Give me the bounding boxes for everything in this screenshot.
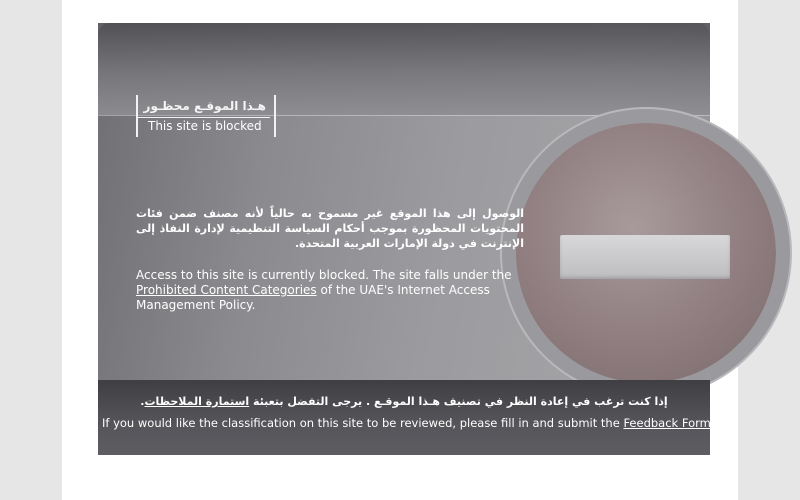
footer-english-end: . (710, 416, 715, 430)
footer-english-text: If you would like the classification on this site to be reviewed, please fill in and submit the (102, 416, 624, 430)
feedback-form-link-arabic[interactable]: استمارة الملاحظات (144, 395, 250, 408)
message-english (136, 268, 524, 313)
no-entry-bar (560, 235, 730, 279)
footer-english (102, 416, 715, 430)
message-english-text: Access to this site is currently blocked. The site falls under the (136, 268, 512, 282)
title-arabic: هـذا الموقـع محظـور (143, 99, 266, 113)
message-arabic: الوصول إلى هذا الموقع غير مسموح به حالياً لأنه مصنف ضمن فئات المحتويات المحظورة بموجب أحكام السياسة التنظيمية لإدارة النفاذ إلى الإنترنت في دولة الإمارات العربية المتحدة. (136, 207, 524, 250)
blocked-panel (98, 23, 715, 455)
footer-arabic (118, 395, 690, 408)
title-box (136, 95, 276, 137)
message-english-text-end: of the UAE's Internet Access Management Policy. (136, 283, 490, 312)
title-english: This site is blocked (148, 119, 262, 133)
title-divider (138, 117, 270, 118)
feedback-form-link[interactable]: Feedback Form (623, 416, 711, 430)
prohibited-content-categories-link[interactable]: Prohibited Content Categories (136, 283, 317, 297)
footer-arabic-end: . (140, 395, 145, 408)
footer-arabic-text: إذا كنت ترغب في إعادة النظر في تصنيف هـذا الموقـع . يرجى التفضل بتعبئة (249, 395, 668, 408)
